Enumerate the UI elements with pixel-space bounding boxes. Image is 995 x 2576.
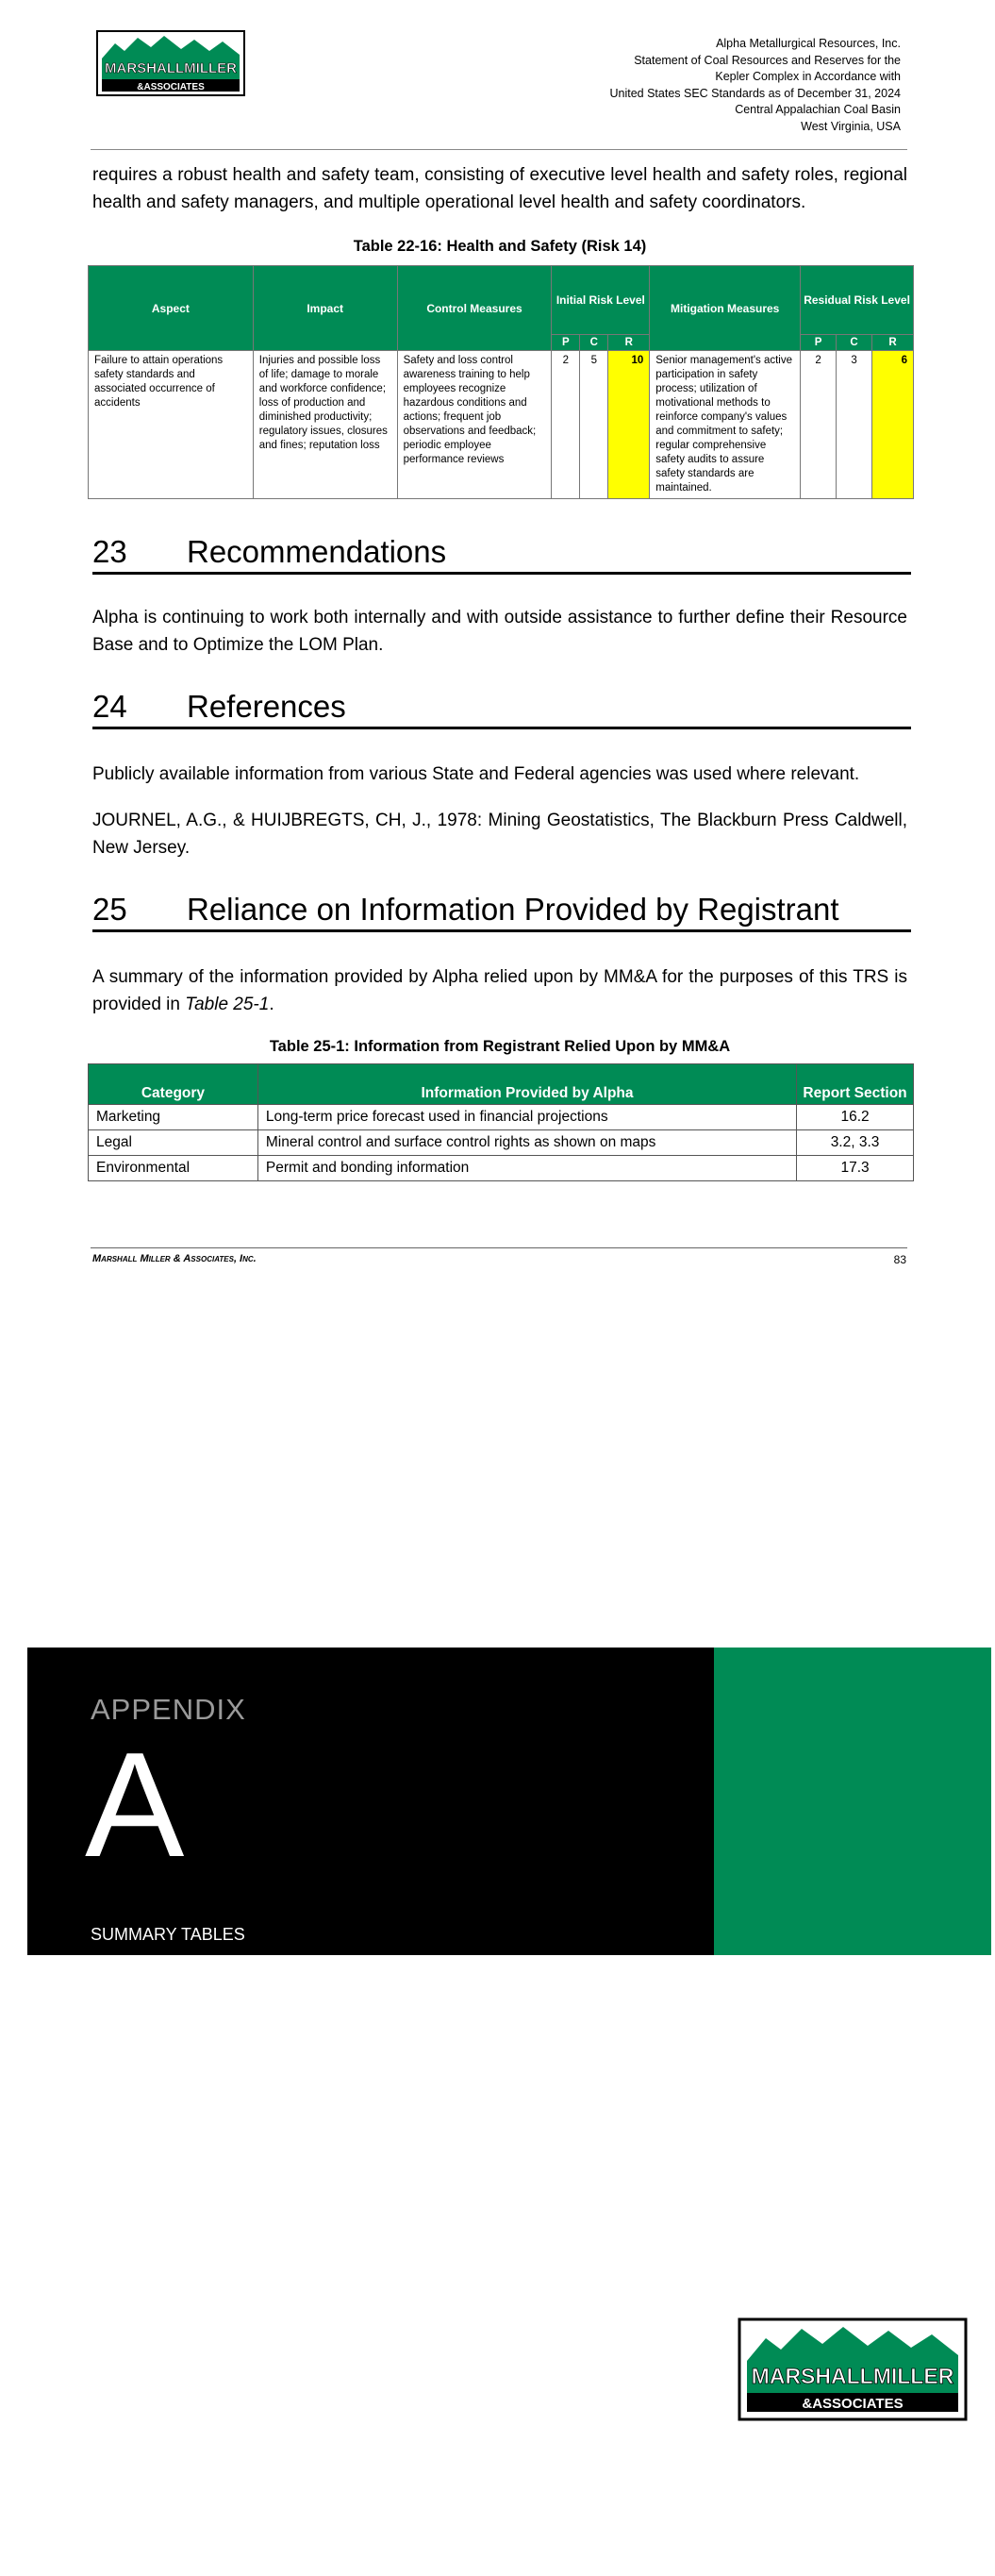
info-table-caption: Table 25-1: Information from Registrant Relied Upon by MM&A [269, 1038, 731, 1055]
section-23-heading [92, 534, 911, 575]
cell-aspect: Failure to attain operations safety standards and associated occurrence of accidents [89, 351, 254, 499]
intro-paragraph: requires a robust health and safety team, consisting of executive level health and safety roles, regional health and safety managers, and multiple operational level health and safety coordinators. [92, 165, 907, 212]
cell-category: Environmental [89, 1156, 258, 1181]
col-initial-p: P [552, 335, 580, 351]
page-number: 83 [893, 1253, 906, 1266]
risk-table-caption: Table 22-16: Health and Safety (Risk 14) [353, 238, 647, 255]
cell-category: Legal [89, 1130, 258, 1156]
cell-initial-p: 2 [552, 351, 580, 499]
svg-text:MARSHALLMILLER: MARSHALLMILLER [105, 60, 237, 76]
header-divider [91, 149, 907, 150]
col-initial-r: R [608, 335, 650, 351]
section-24-text: Publicly available information from various State and Federal agencies was used where relevant. [92, 764, 860, 784]
col-initial-risk: Initial Risk Level [552, 266, 650, 335]
marshall-miller-logo [738, 2317, 968, 2421]
report-header-info [609, 36, 901, 135]
section-number: 23 [92, 534, 127, 569]
col-info-provided: Information Provided by Alpha [257, 1064, 796, 1105]
cell-residual-r: 6 [871, 351, 913, 499]
col-mitigation: Mitigation Measures [650, 266, 801, 351]
section-24-heading [92, 689, 911, 729]
marshall-miller-logo [96, 30, 245, 96]
cell-initial-c: 5 [580, 351, 608, 499]
appendix-label: APPENDIX [91, 1693, 246, 1726]
section-25-text [92, 963, 907, 1018]
col-initial-c: C [580, 335, 608, 351]
col-control-measures: Control Measures [397, 266, 552, 351]
cell-info: Long-term price forecast used in financial projections [257, 1105, 796, 1130]
section-title: Reliance on Information Provided by Registrant [187, 892, 839, 927]
table-row [89, 1105, 914, 1130]
cell-initial-r: 10 [608, 351, 650, 499]
cell-section: 3.2, 3.3 [797, 1130, 914, 1156]
header-line: Central Appalachian Coal Basin [735, 103, 901, 116]
table-reference: Table 25-1 [185, 995, 270, 1014]
svg-text:MARSHALLMILLER: MARSHALLMILLER [751, 2364, 954, 2388]
col-report-section: Report Section [797, 1064, 914, 1105]
header-line: Statement of Coal Resources and Reserves for the [634, 53, 901, 67]
col-residual-risk: Residual Risk Level [801, 266, 914, 335]
cell-category: Marketing [89, 1105, 258, 1130]
reference-entry: JOURNEL, A.G., & HUIJBREGTS, CH, J., 1978: Mining Geostatistics, The Blackburn Press Caldwell, New Jersey. [92, 811, 907, 858]
cell-mitigation: Senior management's active participation in safety process; utilization of motivational methods to reinforce company's values and commitment to safety; regular comprehensive safety audits to assure safety standards are maintained. [650, 351, 801, 499]
health-safety-risk-table [88, 265, 914, 499]
cell-impact: Injuries and possible loss of life; damage to morale and workforce confidence; loss of production and diminished productivity; regulatory issues, closures and fines; reputation loss [253, 351, 397, 499]
appendix-letter: A [85, 1722, 185, 1888]
cell-section: 16.2 [797, 1105, 914, 1130]
col-impact: Impact [253, 266, 397, 351]
cell-info: Permit and bonding information [257, 1156, 796, 1181]
cell-control: Safety and loss control awareness training to help employees recognize hazardous conditions and actions; frequent job observations and feedback; periodic employee performance reviews [397, 351, 552, 499]
section-25-heading [92, 892, 911, 932]
table-row [89, 1156, 914, 1181]
svg-text:&ASSOCIATES: &ASSOCIATES [802, 2396, 904, 2412]
section-number: 24 [92, 689, 127, 724]
cell-info: Mineral control and surface control rights as shown on maps [257, 1130, 796, 1156]
section-title: References [187, 689, 346, 724]
table-row [89, 1130, 914, 1156]
appendix-subtitle: SUMMARY TABLES [91, 1925, 245, 1944]
col-residual-r: R [871, 335, 913, 351]
section-25-text-main: A summary of the information provided by Alpha relied upon by MM&A for the purposes of this TRS is provided in [92, 967, 907, 1014]
header-line: Kepler Complex in Accordance with [715, 70, 901, 83]
header-company: Alpha Metallurgical Resources, Inc. [716, 37, 901, 50]
cell-section: 17.3 [797, 1156, 914, 1181]
col-aspect: Aspect [89, 266, 254, 351]
footer-company: Marshall Miller & Associates, Inc. [92, 1253, 257, 1264]
col-residual-p: P [801, 335, 837, 351]
section-23-text: Alpha is continuing to work both internally and with outside assistance to further define their Resource Base and to Optimize the LOM Plan. [92, 608, 907, 655]
footer-divider [91, 1247, 907, 1248]
section-number: 25 [92, 892, 127, 927]
appendix-green-panel [714, 1648, 991, 1955]
header-line: West Virginia, USA [801, 119, 901, 133]
col-category: Category [89, 1064, 258, 1105]
table-row [89, 351, 914, 499]
col-residual-c: C [837, 335, 872, 351]
cell-residual-c: 3 [837, 351, 872, 499]
text-punctuation: . [269, 995, 274, 1014]
section-title: Recommendations [187, 534, 447, 569]
svg-text:&ASSOCIATES: &ASSOCIATES [137, 82, 205, 92]
header-line: United States SEC Standards as of December 31, 2024 [609, 86, 901, 100]
registrant-info-table [88, 1063, 914, 1181]
cell-residual-p: 2 [801, 351, 837, 499]
